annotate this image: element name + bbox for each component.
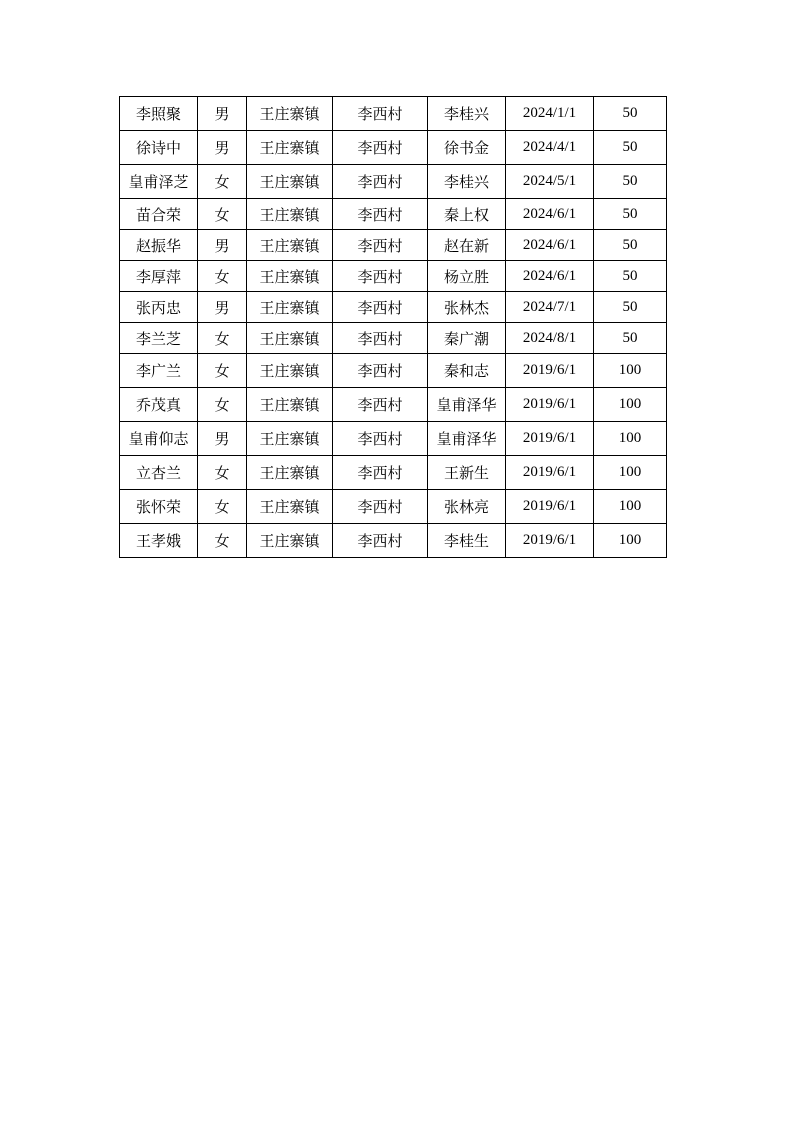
date-cell: 2024/7/1	[506, 292, 594, 323]
town-cell: 王庄寨镇	[247, 230, 333, 261]
table-row	[120, 261, 667, 292]
name-cell: 李厚萍	[120, 261, 198, 292]
village-cell: 李西村	[333, 490, 428, 524]
village-cell: 李西村	[333, 165, 428, 199]
town-cell: 王庄寨镇	[247, 323, 333, 354]
table-row	[120, 323, 667, 354]
table-row	[120, 97, 667, 131]
name-cell: 李兰芝	[120, 323, 198, 354]
contact-cell: 皇甫泽华	[428, 422, 506, 456]
contact-cell: 秦和志	[428, 354, 506, 388]
town-cell: 王庄寨镇	[247, 490, 333, 524]
name-cell: 李广兰	[120, 354, 198, 388]
village-cell: 李西村	[333, 292, 428, 323]
amount-cell: 50	[594, 199, 667, 230]
contact-cell: 赵在新	[428, 230, 506, 261]
name-cell: 徐诗中	[120, 131, 198, 165]
town-cell: 王庄寨镇	[247, 97, 333, 131]
table-row	[120, 199, 667, 230]
amount-cell: 50	[594, 165, 667, 199]
amount-cell: 50	[594, 230, 667, 261]
contact-cell: 李桂生	[428, 524, 506, 558]
gender-cell: 女	[198, 165, 247, 199]
name-cell: 苗合荣	[120, 199, 198, 230]
contact-cell: 徐书金	[428, 131, 506, 165]
amount-cell: 50	[594, 97, 667, 131]
date-cell: 2024/5/1	[506, 165, 594, 199]
village-cell: 李西村	[333, 524, 428, 558]
amount-cell: 100	[594, 388, 667, 422]
table-row	[120, 230, 667, 261]
date-cell: 2024/1/1	[506, 97, 594, 131]
village-cell: 李西村	[333, 199, 428, 230]
contact-cell: 张林杰	[428, 292, 506, 323]
village-cell: 李西村	[333, 422, 428, 456]
date-cell: 2019/6/1	[506, 490, 594, 524]
name-cell: 张丙忠	[120, 292, 198, 323]
village-cell: 李西村	[333, 323, 428, 354]
gender-cell: 女	[198, 354, 247, 388]
table-row	[120, 292, 667, 323]
village-cell: 李西村	[333, 354, 428, 388]
amount-cell: 100	[594, 422, 667, 456]
village-cell: 李西村	[333, 97, 428, 131]
table-row	[120, 388, 667, 422]
name-cell: 王孝娥	[120, 524, 198, 558]
contact-cell: 秦上权	[428, 199, 506, 230]
date-cell: 2019/6/1	[506, 456, 594, 490]
contact-cell: 皇甫泽华	[428, 388, 506, 422]
gender-cell: 男	[198, 131, 247, 165]
gender-cell: 男	[198, 292, 247, 323]
amount-cell: 100	[594, 354, 667, 388]
town-cell: 王庄寨镇	[247, 354, 333, 388]
date-cell: 2024/6/1	[506, 261, 594, 292]
amount-cell: 50	[594, 292, 667, 323]
table-row	[120, 165, 667, 199]
village-cell: 李西村	[333, 456, 428, 490]
town-cell: 王庄寨镇	[247, 199, 333, 230]
table-row	[120, 131, 667, 165]
name-cell: 立杏兰	[120, 456, 198, 490]
table-row	[120, 456, 667, 490]
town-cell: 王庄寨镇	[247, 422, 333, 456]
amount-cell: 100	[594, 490, 667, 524]
table-row	[120, 524, 667, 558]
gender-cell: 男	[198, 422, 247, 456]
amount-cell: 50	[594, 261, 667, 292]
contact-cell: 李桂兴	[428, 165, 506, 199]
town-cell: 王庄寨镇	[247, 165, 333, 199]
town-cell: 王庄寨镇	[247, 456, 333, 490]
name-cell: 李照聚	[120, 97, 198, 131]
date-cell: 2024/6/1	[506, 230, 594, 261]
village-cell: 李西村	[333, 261, 428, 292]
gender-cell: 女	[198, 490, 247, 524]
village-cell: 李西村	[333, 388, 428, 422]
town-cell: 王庄寨镇	[247, 524, 333, 558]
records-table	[119, 96, 667, 558]
name-cell: 皇甫泽芝	[120, 165, 198, 199]
name-cell: 皇甫仰志	[120, 422, 198, 456]
village-cell: 李西村	[333, 131, 428, 165]
amount-cell: 50	[594, 131, 667, 165]
name-cell: 赵振华	[120, 230, 198, 261]
gender-cell: 女	[198, 388, 247, 422]
gender-cell: 女	[198, 261, 247, 292]
gender-cell: 女	[198, 524, 247, 558]
table-body	[120, 97, 667, 558]
date-cell: 2024/6/1	[506, 199, 594, 230]
table-row	[120, 422, 667, 456]
date-cell: 2019/6/1	[506, 422, 594, 456]
table-row	[120, 354, 667, 388]
contact-cell: 王新生	[428, 456, 506, 490]
town-cell: 王庄寨镇	[247, 261, 333, 292]
contact-cell: 李桂兴	[428, 97, 506, 131]
contact-cell: 杨立胜	[428, 261, 506, 292]
gender-cell: 男	[198, 97, 247, 131]
date-cell: 2019/6/1	[506, 388, 594, 422]
contact-cell: 张林亮	[428, 490, 506, 524]
gender-cell: 女	[198, 323, 247, 354]
name-cell: 张怀荣	[120, 490, 198, 524]
date-cell: 2024/8/1	[506, 323, 594, 354]
town-cell: 王庄寨镇	[247, 388, 333, 422]
gender-cell: 女	[198, 456, 247, 490]
date-cell: 2024/4/1	[506, 131, 594, 165]
date-cell: 2019/6/1	[506, 524, 594, 558]
village-cell: 李西村	[333, 230, 428, 261]
name-cell: 乔茂真	[120, 388, 198, 422]
amount-cell: 100	[594, 524, 667, 558]
contact-cell: 秦广潮	[428, 323, 506, 354]
amount-cell: 50	[594, 323, 667, 354]
town-cell: 王庄寨镇	[247, 292, 333, 323]
gender-cell: 女	[198, 199, 247, 230]
amount-cell: 100	[594, 456, 667, 490]
table-row	[120, 490, 667, 524]
town-cell: 王庄寨镇	[247, 131, 333, 165]
date-cell: 2019/6/1	[506, 354, 594, 388]
gender-cell: 男	[198, 230, 247, 261]
